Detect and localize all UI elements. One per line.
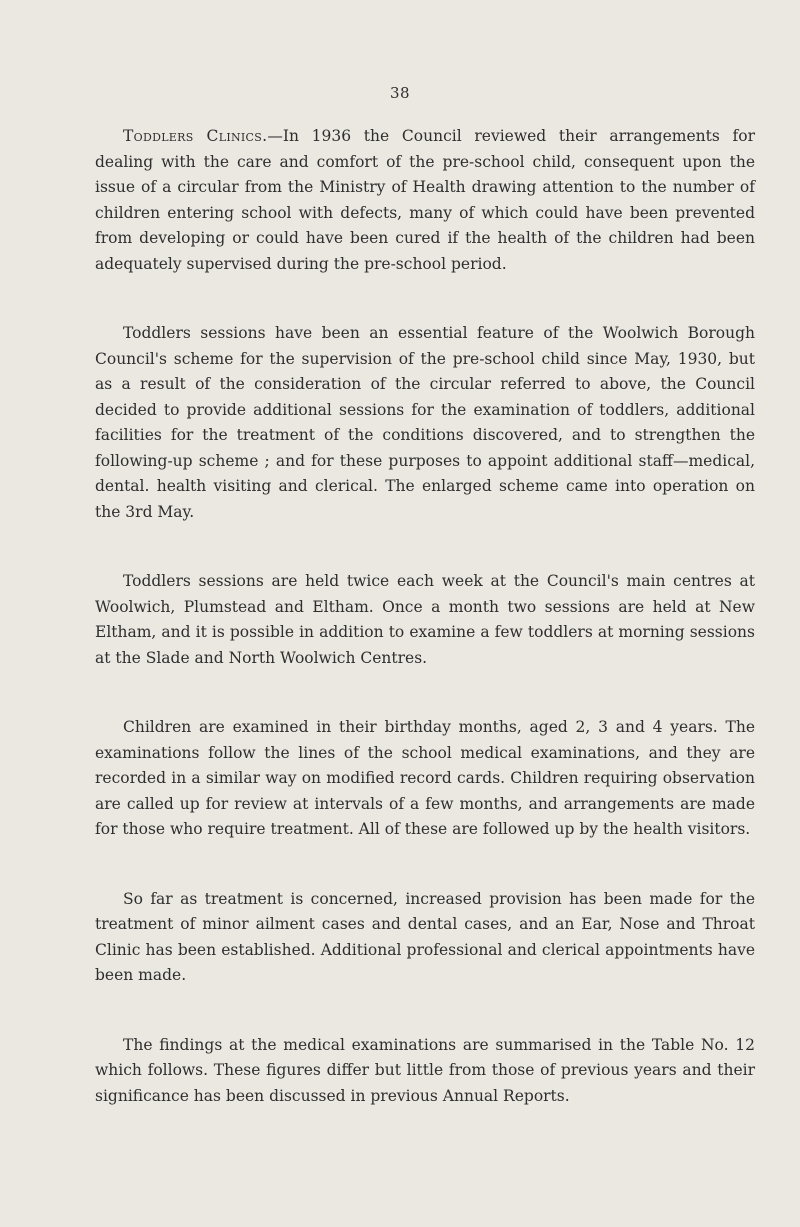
paragraph-sessions-feature: Toddlers sessions have been an essential feature of the Woolwich Borough Council's scheme for the supervision of the pre-school child since May, 1930, but as a result of the consideration of the circular referred to above, the Council decided to provide additional sessions for the examination of toddlers, additional facilities for the treatment of the conditions discovered, and to strengthen the following-up scheme ; and for these purposes to appoint additional staff—medical, dental. health visiting and clerical. The enlarged scheme came into operation on the 3rd May. — [95, 324, 755, 521]
paragraph-text: —In 1936 the Council reviewed their arrangements for dealing with the care and comfort of the pre-school child, consequent upon the issue of a circular from the Ministry of Health drawing attention to the number of children entering school with defects, many of which could have been prevented from developing or could have been cured if the health of the children had been adequately supervised during the pre-school period. — [95, 127, 755, 273]
paragraph-examinations: Children are examined in their birthday months, aged 2, 3 and 4 years. The examinations follow the lines of the school medical examinations, and they are recorded in a similar way on modified record cards. Children requiring observation are called up for review at intervals of a few months, and arrangements are made for those who require treatment. All of these are followed up by the health visitors. — [95, 718, 755, 838]
paragraph-findings: The findings at the medical examinations are summarised in the Table No. 12 which follows. These figures differ but little from those of previous years and their significance has been discussed in previous Annual Reports. — [95, 1035, 755, 1105]
page-number: 38 — [389, 84, 411, 102]
paragraph-sessions-held: Toddlers sessions are held twice each week at the Council's main centres at Woolwich, Plumstead and Eltham. Once a month two sessions are held at New Eltham, and it is possible in addition to examine a few toddlers at morning sessions at the Slade and North Woolwich Centres. — [95, 572, 755, 667]
paragraph-treatment: So far as treatment is concerned, increased provision has been made for the treatment of minor ailment cases and dental cases, and an Ear, Nose and Throat Clinic has been established. Additional professional and clerical appointments have been made. — [95, 889, 755, 984]
paragraph-toddlers-clinics — [95, 124, 755, 277]
report-body — [95, 124, 755, 1153]
section-heading: Toddlers Clinics. — [123, 127, 268, 145]
